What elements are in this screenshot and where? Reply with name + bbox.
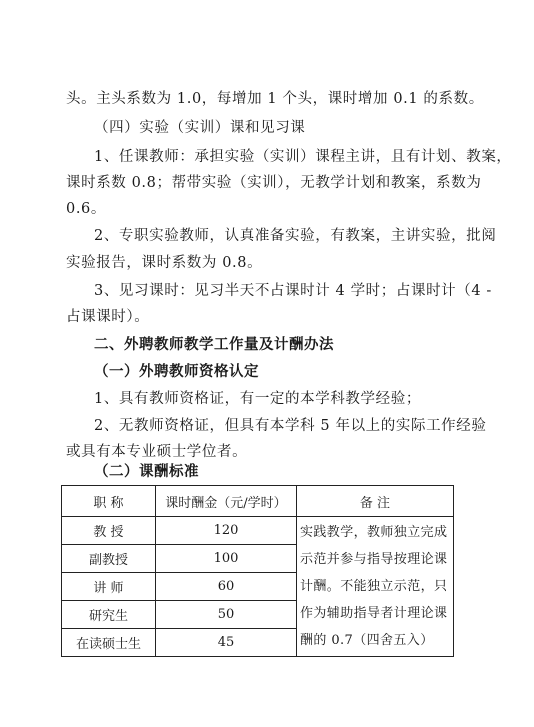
header-title: 职 称	[62, 486, 156, 517]
paragraph-line: 课时系数 0.8；帮带实验（实训），无教学计划和教案，系数为	[66, 175, 482, 191]
paragraph-line: 实验报告，课时系数为 0.8。	[66, 255, 263, 271]
cell-title: 在读硕士生	[62, 629, 156, 657]
cell-title: 讲 师	[62, 573, 156, 601]
header-fee: 课时酬金（元/学时）	[156, 486, 297, 517]
paragraph-line: 2、无教师资格证，但具有本学科 5 年以上的实际工作经验	[94, 418, 487, 434]
cell-fee: 100	[156, 545, 297, 573]
paragraph-line: 占课课时）。	[66, 309, 150, 325]
subsection-heading: （二）课酬标准	[94, 464, 199, 480]
table-header-row	[62, 486, 454, 517]
cell-fee: 45	[156, 629, 297, 657]
paragraph-line: 或具有本专业硕士学位者。	[66, 444, 248, 460]
subsection-heading: （四）实验（实训）课和见习课	[94, 120, 306, 136]
remark-text: 实践教学，教师独立完成示范并参与指导按理论课计酬。不能独立示范，只作为辅助指导者计理论课酬的 0.7（四舍五入）	[300, 525, 448, 648]
header-remark: 备 注	[297, 486, 454, 517]
paragraph-line: 1、具有教师资格证，有一定的本学科教学经验；	[94, 391, 421, 407]
cell-fee: 50	[156, 601, 297, 629]
subsection-heading: （一）外聘教师资格认定	[94, 364, 259, 380]
paragraph-line: 1、任课教师：承担实验（实训）课程主讲，且有计划、教案，	[94, 149, 512, 165]
cell-fee: 60	[156, 573, 297, 601]
cell-remark	[297, 517, 454, 657]
paragraph-line: 头。主头系数为 1.0，每增加 1 个头，课时增加 0.1 的系数。	[66, 91, 484, 107]
cell-title: 研究生	[62, 601, 156, 629]
paragraph-line: 3、见习课时：见习半天不占课时计 4 学时；占课时计（4 -	[94, 283, 492, 299]
paragraph-line: 2、专职实验教师，认真准备实验，有教案，主讲实验，批阅	[94, 228, 497, 244]
cell-fee: 120	[156, 517, 297, 545]
cell-title: 副教授	[62, 545, 156, 573]
paragraph-line: 0.6。	[66, 201, 106, 217]
table-row	[62, 517, 454, 545]
cell-title: 教 授	[62, 517, 156, 545]
section-heading: 二、外聘教师教学工作量及计酬办法	[94, 337, 334, 353]
fee-standard-table	[61, 485, 454, 657]
